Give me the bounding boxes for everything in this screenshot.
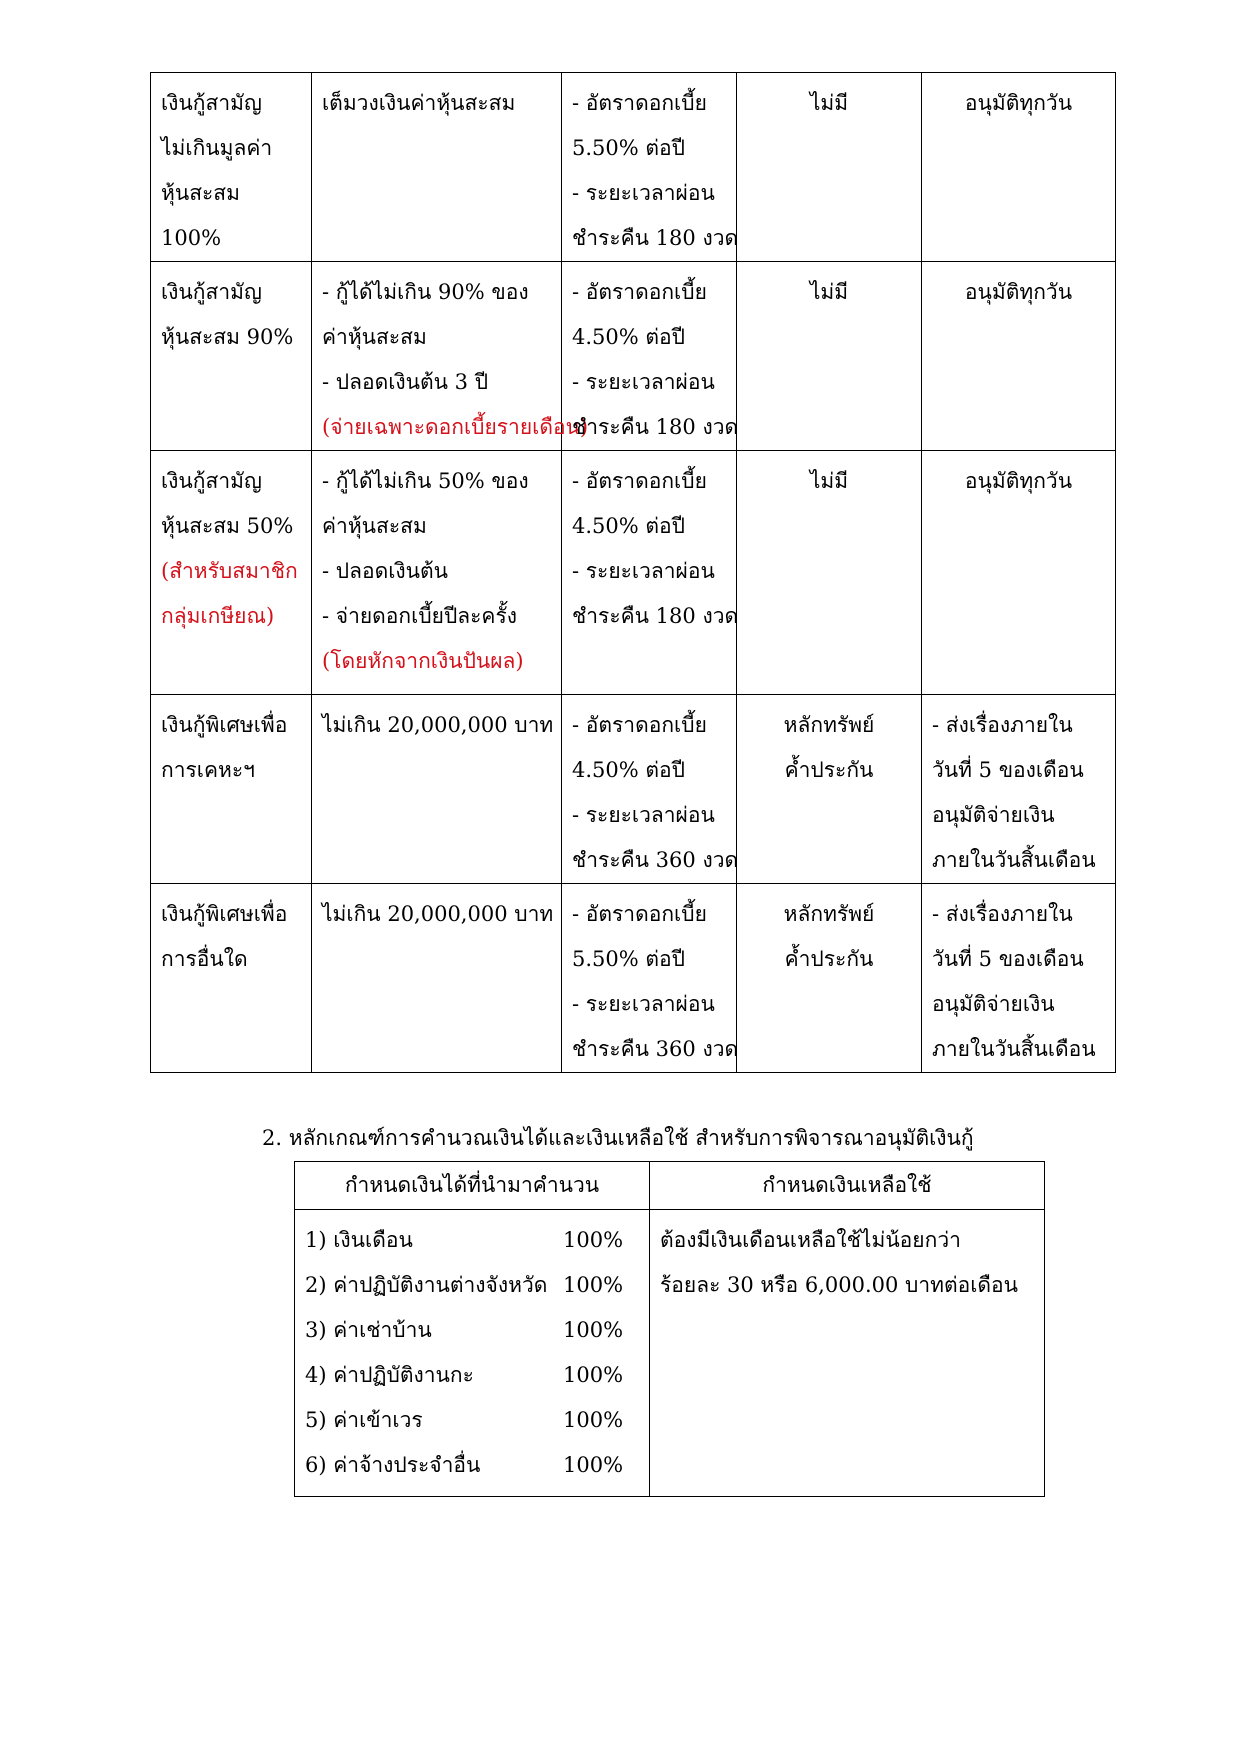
section-2-title: 2. หลักเกณฑ์การคำนวณเงินได้และเงินเหลือใช้ สำหรับการพิจารณาอนุมัติเงินกู้ [262, 1126, 974, 1150]
loan-approval-cell [922, 884, 1116, 1073]
income-item [305, 1218, 639, 1263]
loan-types-table [150, 72, 1116, 1073]
text-line: ค้ำประกัน [784, 758, 874, 782]
text-line: ไม่เกิน 20,000,000 บาท [322, 902, 554, 926]
income-list-cell [295, 1210, 650, 1497]
income-item-label: 4) ค่าปฏิบัติงานกะ [305, 1363, 474, 1387]
text-line: ไม่มี [809, 91, 849, 115]
loan-collateral-cell [737, 695, 922, 884]
text-line: ภายในวันสิ้นเดือน [932, 1037, 1096, 1061]
income-item [305, 1398, 639, 1443]
text-line: การอื่นใด [161, 947, 248, 971]
loan-row [151, 73, 1116, 262]
income-item-label: 1) เงินเดือน [305, 1228, 413, 1252]
income-item [305, 1308, 639, 1353]
text-line: - ระยะเวลาผ่อน [572, 370, 715, 394]
text-line: เงินกู้สามัญ [161, 469, 262, 493]
text-line: - ระยะเวลาผ่อน [572, 181, 715, 205]
text-line: - ส่งเรื่องภายใน [932, 902, 1073, 926]
text-line: ชำระคืน 180 งวด [572, 604, 739, 628]
loan-limit-cell [312, 73, 562, 262]
text-line: หุ้นสะสม [161, 181, 240, 205]
text-line: อนุมัติทุกวัน [964, 91, 1073, 115]
loan-name-cell [151, 884, 312, 1073]
income-item-label: 3) ค่าเช่าบ้าน [305, 1318, 432, 1342]
loan-collateral-cell [737, 451, 922, 695]
text-line: ชำระคืน 180 งวด [572, 226, 739, 250]
loan-name-cell [151, 73, 312, 262]
text-line: หลักทรัพย์ [783, 713, 875, 737]
text-line: - อัตราดอกเบี้ย [572, 469, 707, 493]
income-item [305, 1443, 639, 1488]
text-line: ไม่มี [809, 280, 849, 304]
text-line: หุ้นสะสม 90% [161, 325, 294, 349]
text-line: 5.50% ต่อปี [572, 136, 685, 160]
text-line: ต้องมีเงินเดือนเหลือใช้ไม่น้อยกว่า [660, 1228, 961, 1252]
text-line: ค้ำประกัน [784, 947, 874, 971]
loan-terms-cell [562, 695, 737, 884]
text-line: - ระยะเวลาผ่อน [572, 803, 715, 827]
loan-limit-cell [312, 884, 562, 1073]
loan-approval-cell [922, 695, 1116, 884]
text-line: - ระยะเวลาผ่อน [572, 559, 715, 583]
loan-limit-cell [312, 262, 589, 451]
income-item-label: 5) ค่าเข้าเวร [305, 1408, 423, 1432]
text-line: - อัตราดอกเบี้ย [572, 713, 707, 737]
text-line: ชำระคืน 360 งวด [572, 1037, 739, 1061]
remaining-header: กำหนดเงินเหลือใช้ [650, 1162, 1045, 1210]
text-line: - ปลอดเงินต้น [322, 559, 448, 583]
text-line: - กู้ได้ไม่เกิน 90% ของ [322, 280, 529, 304]
loan-terms-cell [562, 73, 737, 262]
text-line: เงินกู้สามัญ [161, 91, 262, 115]
text-line: (จ่ายเฉพาะดอกเบี้ยรายเดือน) [322, 415, 589, 439]
text-line: ภายในวันสิ้นเดือน [932, 848, 1096, 872]
loan-terms-cell [562, 262, 737, 451]
loan-approval-cell [922, 262, 1116, 451]
loan-row [151, 695, 1116, 884]
income-item [305, 1263, 639, 1308]
loan-row [151, 262, 1116, 451]
income-item-percent: 100% [563, 1453, 624, 1477]
text-line: ไม่เกิน 20,000,000 บาท [322, 713, 554, 737]
loan-name-cell [151, 451, 312, 695]
text-line: 4.50% ต่อปี [572, 514, 685, 538]
remaining-cell [650, 1210, 1045, 1497]
income-item-percent: 100% [563, 1228, 624, 1252]
loan-limit-cell [312, 695, 562, 884]
text-line: ไม่มี [809, 469, 849, 493]
income-item-label: 6) ค่าจ้างประจำอื่น [305, 1453, 481, 1477]
loan-collateral-cell [737, 73, 922, 262]
income-item-label: 2) ค่าปฏิบัติงานต่างจังหวัด [305, 1273, 548, 1297]
text-line: ร้อยละ 30 หรือ 6,000.00 บาทต่อเดือน [660, 1273, 1019, 1297]
income-item [305, 1353, 639, 1398]
loan-approval-cell [922, 451, 1116, 695]
loan-terms-cell [562, 884, 737, 1073]
text-line: หลักทรัพย์ [783, 902, 875, 926]
text-line: เต็มวงเงินค่าหุ้นสะสม [322, 91, 516, 115]
loan-limit-cell [312, 451, 562, 695]
loan-name-cell [151, 695, 312, 884]
text-line: - ปลอดเงินต้น 3 ปี [322, 370, 489, 394]
loan-approval-cell [922, 73, 1116, 262]
text-line: 5.50% ต่อปี [572, 947, 685, 971]
text-line: เงินกู้พิเศษเพื่อ [161, 713, 288, 737]
text-line: (โดยหักจากเงินปันผล) [322, 649, 524, 673]
loan-collateral-cell [737, 262, 922, 451]
text-line: ไม่เกินมูลค่า [161, 136, 273, 160]
text-line: เงินกู้พิเศษเพื่อ [161, 902, 288, 926]
text-line: ชำระคืน 180 งวด [572, 415, 739, 439]
loan-name-cell [151, 262, 312, 451]
text-line: เงินกู้สามัญ [161, 280, 262, 304]
text-line: - ส่งเรื่องภายใน [932, 713, 1073, 737]
text-line: ค่าหุ้นสะสม [322, 514, 427, 538]
text-line: (สำหรับสมาชิก [161, 559, 298, 583]
text-line: ชำระคืน 360 งวด [572, 848, 739, 872]
text-line: หุ้นสะสม 50% [161, 514, 294, 538]
income-header: กำหนดเงินได้ที่นำมาคำนวน [295, 1162, 650, 1210]
text-line: วันที่ 5 ของเดือน [932, 947, 1084, 971]
text-line: - อัตราดอกเบี้ย [572, 280, 707, 304]
text-line: การเคหะฯ [161, 758, 255, 782]
income-criteria-table [294, 1161, 1045, 1497]
text-line: ค่าหุ้นสะสม [322, 325, 427, 349]
text-line: อนุมัติทุกวัน [964, 280, 1073, 304]
text-line: - ระยะเวลาผ่อน [572, 992, 715, 1016]
loan-row [151, 451, 1116, 695]
income-item-percent: 100% [563, 1273, 624, 1297]
text-line: วันที่ 5 ของเดือน [932, 758, 1084, 782]
text-line: 4.50% ต่อปี [572, 758, 685, 782]
loan-terms-cell [562, 451, 737, 695]
text-line: 100% [161, 226, 222, 250]
loan-row [151, 884, 1116, 1073]
text-line: กลุ่มเกษียณ) [161, 604, 275, 628]
text-line: - กู้ได้ไม่เกิน 50% ของ [322, 469, 529, 493]
loan-collateral-cell [737, 884, 922, 1073]
text-line: อนุมัติจ่ายเงิน [932, 992, 1055, 1016]
text-line: - อัตราดอกเบี้ย [572, 91, 707, 115]
income-item-percent: 100% [563, 1363, 624, 1387]
text-line: - อัตราดอกเบี้ย [572, 902, 707, 926]
income-item-percent: 100% [563, 1318, 624, 1342]
text-line: อนุมัติทุกวัน [964, 469, 1073, 493]
income-item-percent: 100% [563, 1408, 624, 1432]
text-line: 4.50% ต่อปี [572, 325, 685, 349]
text-line: - จ่ายดอกเบี้ยปีละครั้ง [322, 604, 518, 628]
text-line: อนุมัติจ่ายเงิน [932, 803, 1055, 827]
